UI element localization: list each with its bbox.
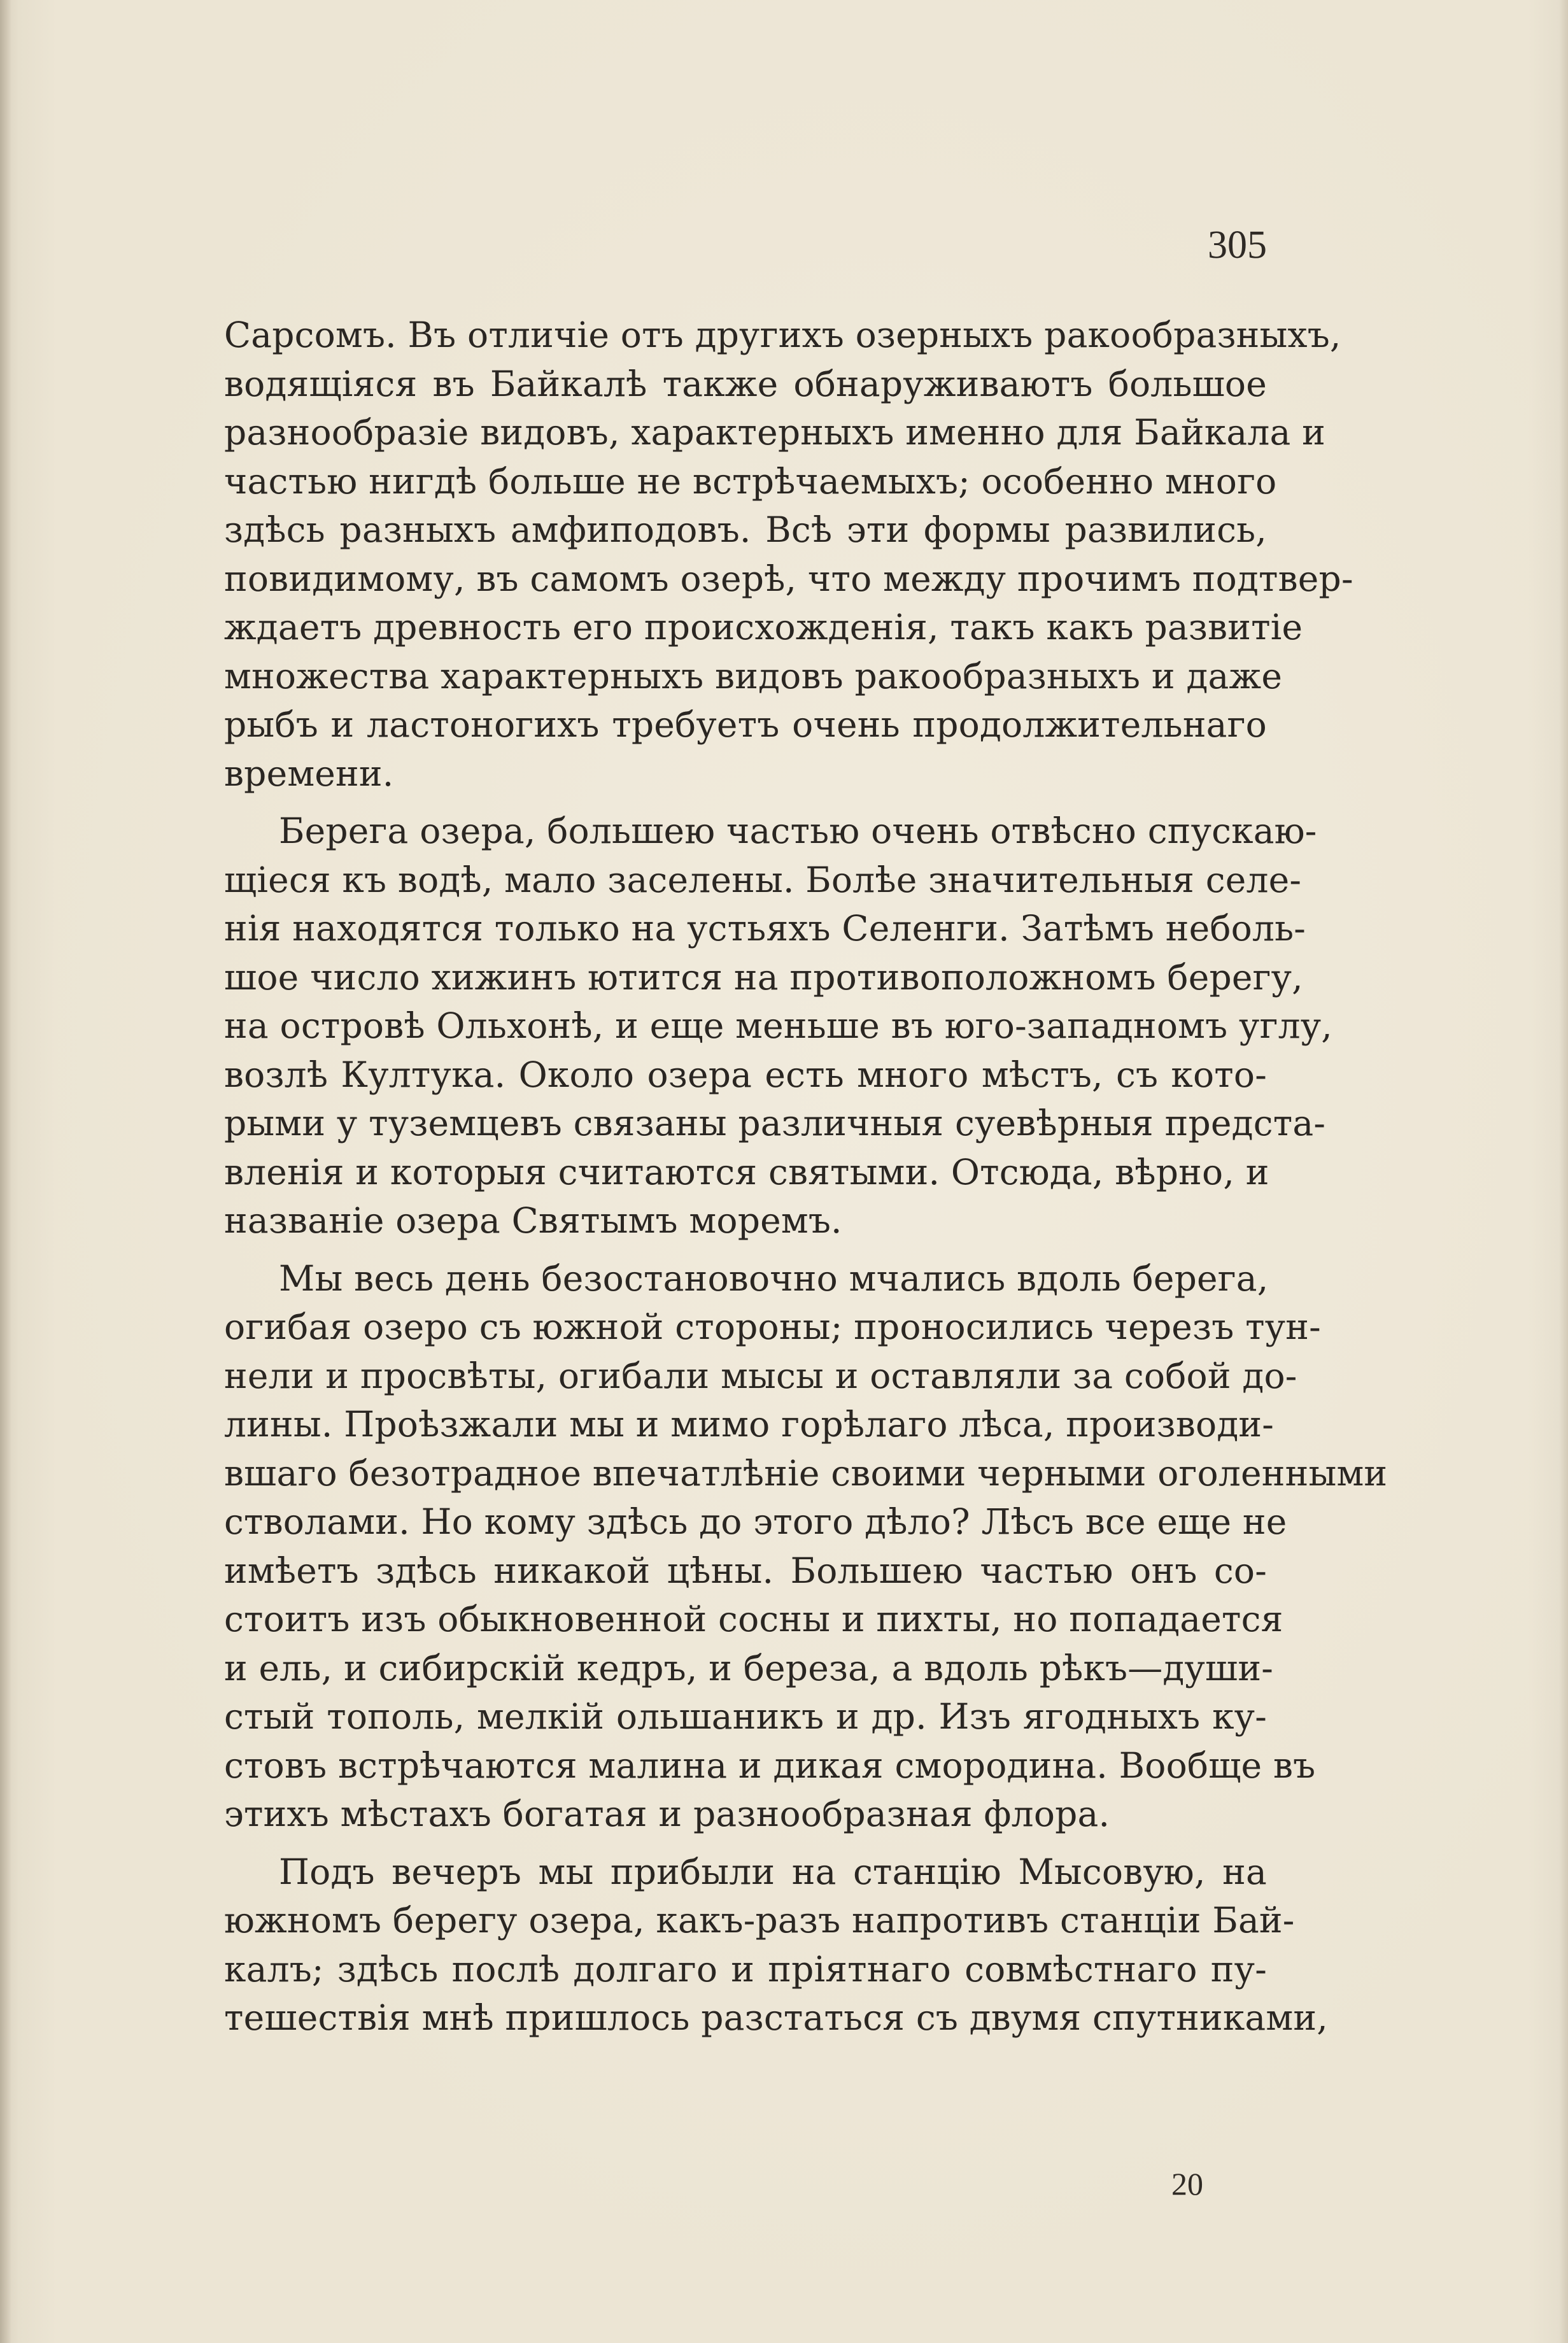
paragraph [224, 1254, 1388, 1839]
binding-edge [0, 0, 11, 2343]
text-line: Сарсомъ. Въ отличіе отъ другихъ озерныхъ ракообразныхъ, [224, 315, 1341, 355]
signature-mark: 20 [1171, 2166, 1203, 2202]
text-line: стоитъ изъ обыкновенной сосны и пихты, но попадается [224, 1599, 1283, 1639]
text-line: калъ; здѣсь послѣ долгаго и пріятнаго совмѣстнаго пу- [224, 1948, 1267, 1990]
text-line: стый тополь, мелкій ольшаникъ и др. Изъ ягодныхъ ку- [224, 1696, 1267, 1737]
text-line: вшаго безотрадное впечатлѣніе своими черными оголенными [224, 1452, 1388, 1494]
paragraph [224, 807, 1332, 1245]
paragraph-gap [224, 1245, 1267, 1254]
paragraph [224, 311, 1353, 798]
text-line: этихъ мѣстахъ богатая и разнообразная флора. [224, 1794, 1110, 1834]
text-line: тешествія мнѣ пришлось разстаться съ двумя спутниками, [224, 1997, 1328, 2038]
text-line: повидимому, въ самомъ озерѣ, что между прочимъ подтвер- [224, 558, 1353, 599]
page-number: 305 [1208, 223, 1267, 267]
paragraph-gap [224, 798, 1267, 807]
text-line: вленія и которыя считаются святыми. Отсюда, вѣрно, и [224, 1151, 1269, 1193]
text-line: множества характерныхъ видовъ ракообразныхъ и даже [224, 655, 1283, 697]
paragraph-gap [224, 1839, 1267, 1848]
text-line: разнообразіе видовъ, характерныхъ именно для Байкала и [224, 412, 1326, 453]
text-line: шое число хижинъ ютится на противоположномъ берегу, [224, 956, 1303, 998]
paragraph [224, 1848, 1328, 2042]
text-line: Мы весь день безостановочно мчались вдоль берега, [279, 1257, 1269, 1299]
text-line: водящіяся въ Байкалѣ также обнаруживаютъ большое [224, 363, 1267, 404]
text-line: и ель, и сибирскій кедръ, и береза, а вдоль рѣкъ—души- [224, 1647, 1274, 1688]
text-line: частью нигдѣ больше не встрѣчаемыхъ; особенно много [224, 460, 1277, 502]
text-line: рыми у туземцевъ связаны различныя суевѣрныя предста- [224, 1103, 1326, 1143]
text-line: возлѣ Култука. Около озера есть много мѣстъ, съ кото- [224, 1054, 1267, 1095]
text-line: щіеся къ водѣ, мало заселены. Болѣе значительныя селе- [224, 859, 1302, 900]
text-line: названіе озера Святымъ моремъ. [224, 1200, 842, 1241]
text-line: здѣсь разныхъ амфиподовъ. Всѣ эти формы развились, [224, 509, 1267, 550]
text-line: Берега озера, большею частью очень отвѣсно спускаю- [279, 810, 1317, 851]
text-line: на островѣ Ольхонѣ, и еще меньше въ юго-западномъ углу, [224, 1005, 1332, 1046]
body-text [224, 311, 1388, 2042]
text-line: лины. Проѣзжали мы и мимо горѣлаго лѣса, производи- [224, 1404, 1275, 1445]
text-line: нія находятся только на устьяхъ Селенги. Затѣмъ неболь- [224, 908, 1306, 949]
text-line: огибая озеро съ южной стороны; проносились черезъ тун- [224, 1306, 1321, 1347]
text-line: имѣетъ здѣсь никакой цѣны. Большею частью онъ со- [224, 1550, 1267, 1591]
text-line: времени. [224, 753, 394, 794]
text-line: Подъ вечеръ мы прибыли на станцію Мысовую, на [279, 1851, 1267, 1892]
text-line: рыбъ и ластоногихъ требуетъ очень продолжительнаго [224, 704, 1267, 745]
text-line: нели и просвѣты, огибали мысы и оставляли за собой до- [224, 1355, 1297, 1396]
text-line: стволами. Но кому здѣсь до этого дѣло? Лѣсъ все еще не [224, 1501, 1287, 1542]
text-line: южномъ берегу озера, какъ-разъ напротивъ станціи Бай- [224, 1900, 1295, 1941]
text-line: стовъ встрѣчаются малина и дикая смородина. Вообще въ [224, 1745, 1316, 1786]
page-edge [1559, 0, 1568, 2343]
text-line: ждаетъ древность его происхожденія, такъ какъ развитіе [224, 607, 1303, 648]
